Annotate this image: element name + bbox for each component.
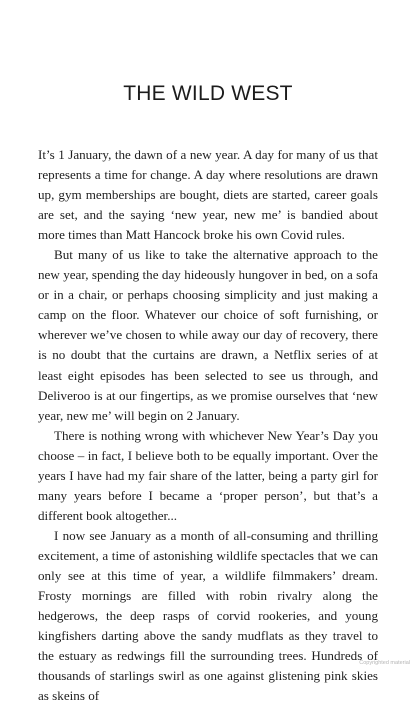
chapter-body [38, 145, 378, 706]
copyright-watermark: Copyrighted material [359, 660, 410, 666]
paragraph-1: It’s 1 January, the dawn of a new year. A day for many of us that represents a time for change. A day where resolutions are drawn up, gym memberships are bought, diets are started, career goals are set, and the saying ‘new year, new me’ is bandied about more times than Matt Hancock broke his own Covid rules. [38, 147, 378, 243]
paragraph-2: But many of us like to take the alternative approach to the new year, spending the day hideously hungover in bed, on a sofa or in a chair, or perhaps choosing simplicity and just making a camp on the floor. Whatever our choice of soft furnishing, or wherever we’ve chosen to while away our day of recovery, there is no doubt that the curtains are drawn, a Netflix series of at least eight episodes has been selected to see us through, and Deliveroo is at our fingertips, as we promise ourselves that ‘new year, new me’ will begin on 2 January. [38, 247, 378, 423]
chapter-title: THE WILD WEST [123, 82, 293, 105]
paragraph-4: I now see January as a month of all-consuming and thrilling excitement, a time of astonishing wildlife spectacles that we can only see at this time of year, a wildlife filmmakers’ dream. Frosty mornings are filled with robin rivalry along the hedgerows, the deep rasps of corvid rookeries, and young kingfishers darting above the sandy mudflats as they travel to the estuary as redwings fill the surrounding trees. Hundreds of thousands of starlings swirl as one against glistening pink skies as skeins of [38, 527, 378, 704]
paragraph-3: There is nothing wrong with whichever New Year’s Day you choose – in fact, I believe both to be equally important. Over the years I have had my fair share of the latter, being a party girl for many years before I became a ‘proper person’, but that’s a different book altogether... [38, 427, 378, 523]
